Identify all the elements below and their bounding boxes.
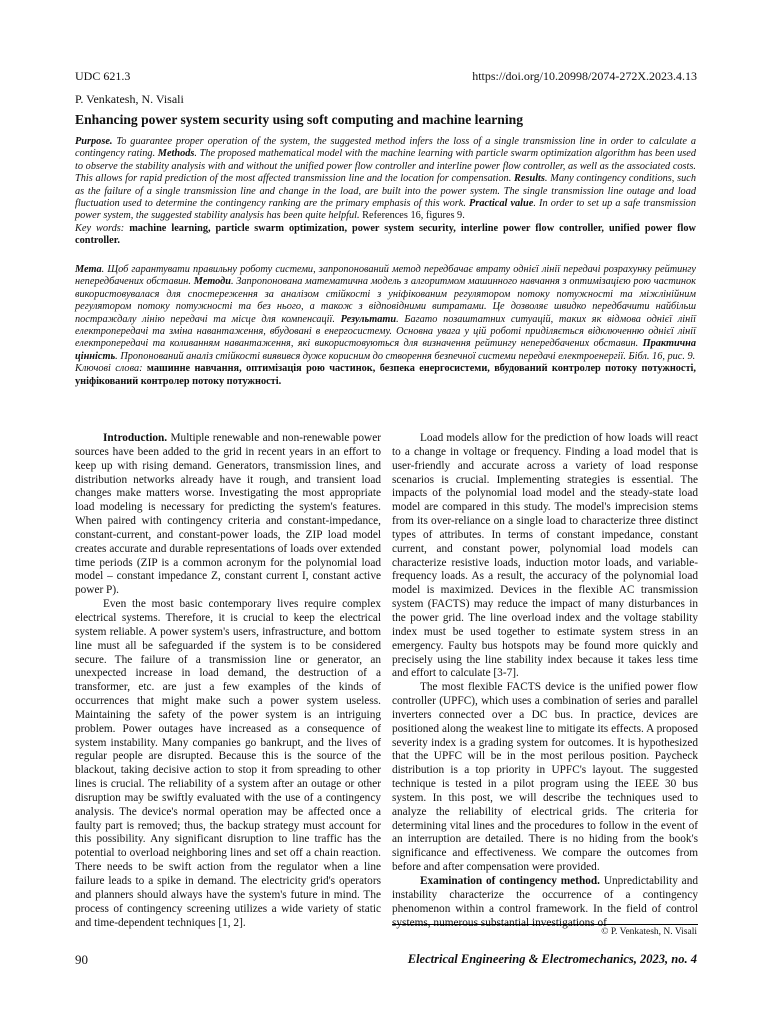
copyright-notice: © P. Venkatesh, N. Visali [601,927,697,937]
keywords-label: Key words: [75,222,125,234]
paper-title: Enhancing power system security using soft computing and machine learning [75,112,524,127]
practical-value-label-ua: Практична цінність [75,338,696,362]
journal-name: Electrical Engineering & Electromechanics, 2023, no. 4 [407,952,697,966]
introduction-text: Multiple renewable and non-renewable power sources have been added to the grid in recent years in an effort to keep up with rising demand. Generators, transmission lines, and distribution networks already have it rough, and transient load changes make matters worse. Investigating the most appropriate load modeling is necessary for predicting the system's features. When paired with contingency criteria and constant-impedance, constant-current, and constant-power loads, the ZIP load model creates accurate and durable representations of loads over extended time periods (ZIP is a common acronym for the polynomial load model – constant impedance Z, constant current I, constant active power P). [75,432,381,597]
results-text-ua: . Багато позаштатних ситуацій, таких як відмова однієї лінії електропередачі та зміна навантаження, вбудовані в енергосистему. Основна увага у цій роботі приділяється відключенню однієї лінії електропередачі та коливанням навантаження, які використовуються для визначення рейтингу непередбачених обставин. [75,313,696,350]
body-paragraph: The most flexible FACTS device is the unified power flow controller (UPFC), which uses a combination of series and parallel inverters connected over a DC bus. In practice, devices are positioned along the weakest line to mitigate its effects. A proposed severity index is a grading system for outcomes. It is hypothesized that the UPFC will be in the most perilous position. Paycheck distribution is a top priority in UPFC's layout. The suggested technique is tested in a pilot program using the IEEE 30 bus system. In this post, we will describe the techniques used to analyze the reliability of electrical grids. The criteria for determining vital lines and the procedures to follow in the event of an interruption are detailed. There is no hiding from the book's significance and effectiveness. We compare the outcomes from before and after compensation were provided. [392,681,698,874]
authors: P. Venkatesh, N. Visali [75,92,184,106]
references-count: References 16, figures 9. [359,210,465,222]
purpose-text: To guarantee proper operation of the system, the suggested method infers the loss of a single transmission line in order to calculate a contingency rating. [75,136,696,160]
practical-value-label: Practical value [469,198,534,210]
methods-text-ua: . Запропонована математична модель з алгоритмом машинного навчання з оптимізацією рою частинок використовувалася для спостереження за аналізом стійкості з уніфікованим регулятором потоку потужності та міжлінійним регулятором потоку потужності та без нього, а також з відповідними витратами. Це дозволяє швидко передбачити найбільш постраждалу лінію передачі та місце для компенсації. [75,276,696,325]
abstract-english [75,136,696,248]
methods-label: Methods [157,148,195,160]
results-text: . Many contingency conditions, such as the failure of a single transmission line and change in the load, are built into the power system. The single transmission line outage and load fluctuation used to determine the contingency ranking are the primary emphasis of this work. [75,173,696,210]
abstract-ukrainian [75,264,696,388]
contingency-heading: Examination of contingency method. [420,875,600,887]
udc-code: UDC 621.3 [75,69,131,83]
references-count-ua: Бібл. 16, рис. 9. [625,350,696,362]
body-paragraph: Load models allow for the prediction of how loads will react to a change in voltage or frequency. Finding a load model that is user-friendly and accurate across a variety of load response scenarios is crucial. Implementing strategies is essential. The impacts of the polynomial load model and the steady-state load model are compared in this study. The model's imprecision stems from its over-reliance on a single load to characterize three distinct types of attributes. In terms of constant impedance, constant current, and constant power, polynomial load models can characterize resistive loads, induction motor loads, and variable-frequency loads. As a result, the accuracy of the polynomial load model is maximized. Devices in the flexible AC transmission system (FACTS) may reduce the impact of many disturbances in the power grid. The line overload index and the voltage stability index must be used together to estimate system stress in an emergency. Faulty bus hotspots may be found more quickly and precisely using the line stability index because it takes less time and effort to calculate [3-7]. [392,432,698,680]
methods-text: . The proposed mathematical model with the machine learning with particle swarm optimization algorithm has been used to observe the stability analysis with and without the unified power flow controller and interline power flow controller, as well as the associated costs. This allows for rapid prediction of the most affected transmission line and the location for compensation. [75,148,696,185]
page-number: 90 [75,952,88,967]
keywords-list-ua: машинне навчання, оптимізація рою частинок, безпека енергосистеми, вбудований контролер потоку потужності, уніфікований контролер потоку потужності. [75,363,696,387]
keywords-label-ua: Ключові слова: [75,363,143,375]
practical-value-text-ua: . Пропонований аналіз стійкості виявився дуже корисним до створення безпечної системи передачі електроенергії. [115,350,626,362]
body-column-right [392,432,698,930]
aim-label-ua: Мета [75,264,102,275]
keywords-en [75,223,696,246]
keywords-ua [75,363,696,386]
body-column-left [75,432,381,930]
practical-value-text: . In order to set up a safe transmission power system, the suggested stability analysis has been quite helpful. [75,198,696,222]
purpose-label: Purpose. [75,136,113,147]
copyright-divider [392,924,698,925]
aim-text-ua: . Щоб гарантувати правильну роботу системи, запропонований метод передбачає втрату однієї лінії передачі розрахунку рейтингу непередбачених обставин. [75,264,696,288]
doi-link[interactable]: https://doi.org/10.20998/2074-272X.2023.4.13 [472,69,697,83]
introduction-heading: Introduction. [103,432,168,444]
body-paragraph: Even the most basic contemporary lives require complex electrical systems. Therefore, it is crucial to keep the electrical system reliable. A power system's users, infrastructure, and bottom line must all be safeguarded if the system is to be considered secure. The failure of a transmission line or generator, an unexpected increase in load demand, the destruction of a transformer, etc. are just a few examples of the kinds of occurrences that might make such a power system useless. Maintaining the safety of the power system is an intriguing problem. Power outages have increased as a consequence of system instability. Many companies go bankrupt, and the lives of regular people are disrupted. Because this is the source of the blackout, taking decisive action to stop it from spreading to other lines is crucial. The reliability of a system after an outage or other disruption may be swiftly evaluated with the use of a contingency analysis. The device's normal operation may be affected once a faulty part is removed; thus, the backup strategy must account for this possibility. Any significant disruption to line traffic has the potential to overload neighboring lines and set off a chain reaction. There needs to be swift action from the regulator when a line failure leads to a spike in demand. The electricity grid's operators and planners should always have the system's future in mind. The process of contingency screening utilizes a wide variety of static and time-dependent techniques [1, 2]. [75,598,381,929]
contingency-paragraph [392,875,698,930]
introduction-paragraph [75,432,381,598]
results-label-ua: Результати [340,313,397,325]
methods-label-ua: Методи [193,276,231,288]
results-label: Results [514,173,545,185]
contingency-text: Unpredictability and instability characterize the occurrence of a contingency phenomenon within a control framework. In the field of control systems, numerous substantial investigations of [392,875,698,929]
keywords-list: machine learning, particle swarm optimization, power system security, interline power flow controller, unified power flow controller. [75,222,696,247]
